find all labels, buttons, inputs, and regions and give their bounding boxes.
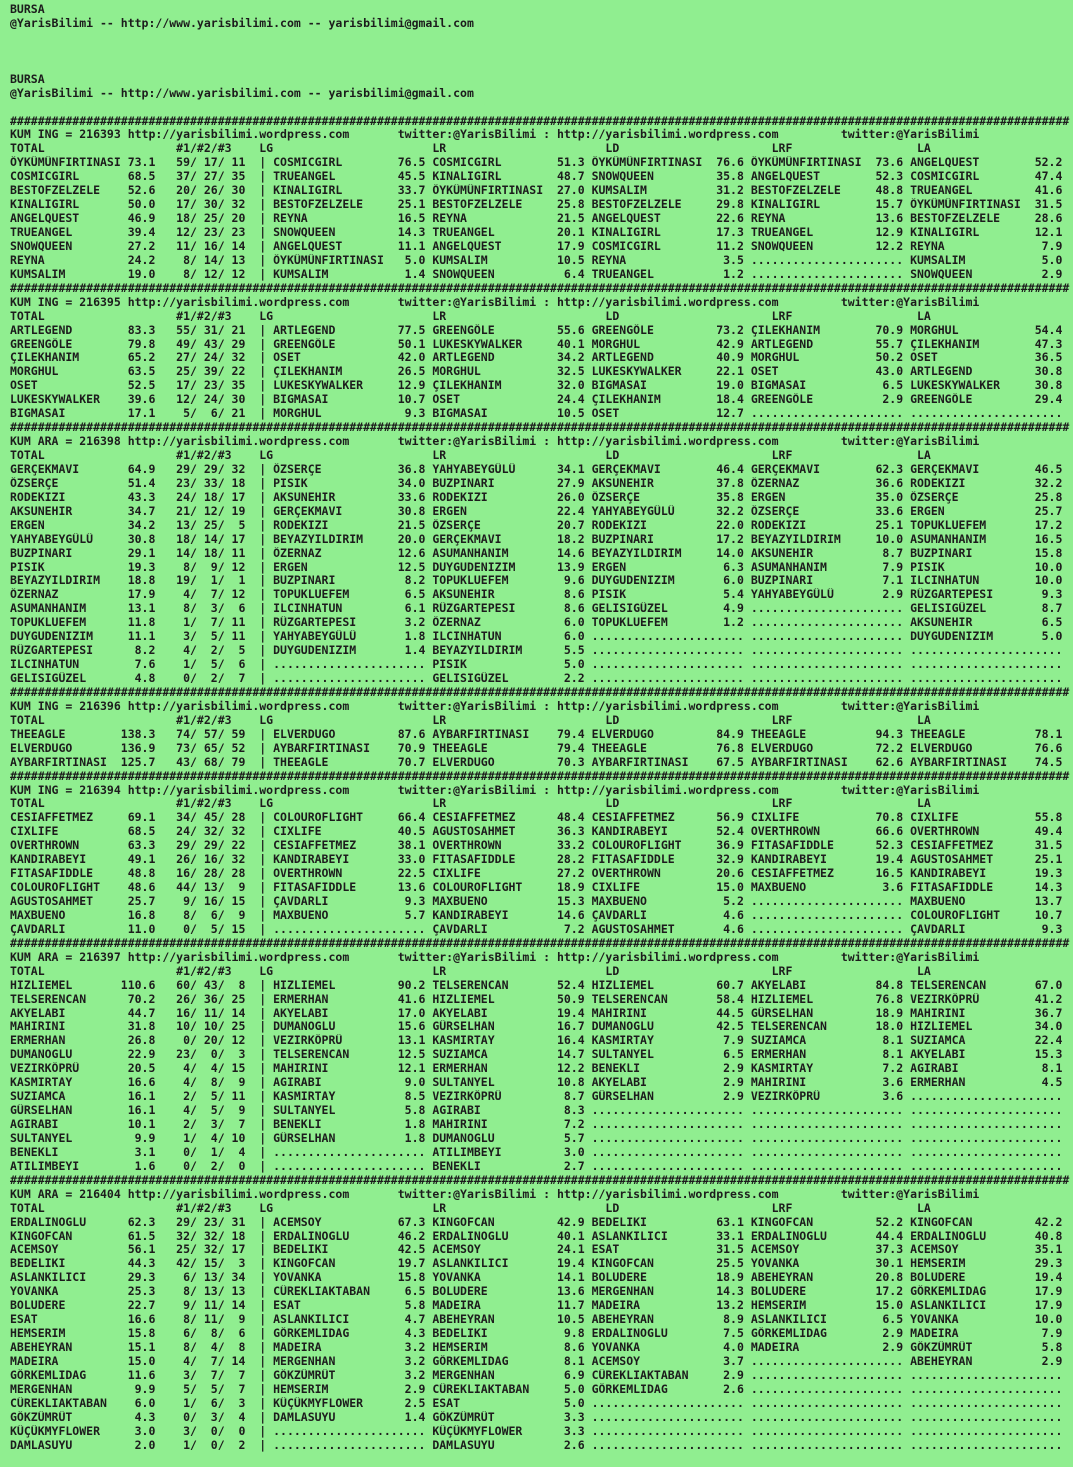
horse-row: ERMERHAN 26.8 0/ 20/ 12 | VEZIRKÖPRÜ 13.1 KASMIRTAY 16.4 KASMIRTAY 7.9 SUZIAMCA 8.1 SUZIAMCA 22.4 [10, 1034, 1070, 1048]
horse-row: OSET 52.5 17/ 23/ 35 | LUKESKYWALKER 12.9 ÇILEKHANIM 32.0 BIGMASAI 19.0 BIGMASAI 6.5 LUKESKYWALKER 30.8 [10, 379, 1070, 393]
separator-line: ######################################################################################################################################################### [10, 114, 1070, 128]
horse-row: MERGENHAN 9.9 5/ 5/ 7 | HEMSERIM 2.9 CÜREKLIAKTABAN 5.0 GÖRKEMLIDAG 2.6 ...................... ...................... [10, 1382, 1070, 1396]
horse-row: BEYAZYILDIRIM 18.8 19/ 1/ 1 | BUZPINARI 8.2 TOPUKLUEFEM 9.6 DUYGUDENIZIM 6.0 BUZPINARI 7.1 ILCINHATUN 10.0 [10, 574, 1070, 588]
blank-line [10, 59, 1073, 73]
horse-row: AYBARFIRTINASI 125.7 43/ 68/ 79 | THEEAGLE 70.7 ELVERDUGO 70.3 AYBARFIRTINASI 67.5 AYBARFIRTINASI 62.6 AYBARFIRTINASI 74.5 [10, 755, 1070, 769]
horse-row: ELVERDUGO 136.9 73/ 65/ 52 | AYBARFIRTINASI 70.9 THEEAGLE 79.4 THEEAGLE 76.8 ELVERDUGO 72.2 ELVERDUGO 76.6 [10, 741, 1070, 755]
horse-row: GREENGÖLE 79.8 49/ 43/ 29 | GREENGÖLE 50.1 LUKESKYWALKER 40.1 MORGHUL 42.9 ARTLEGEND 55.7 ÇILEKHANIM 47.3 [10, 337, 1070, 351]
horse-row: AKYELABI 44.7 16/ 11/ 14 | AKYELABI 17.0 AKYELABI 19.4 MAHIRINI 44.5 GÜRSELHAN 18.9 MAHIRINI 36.7 [10, 1006, 1070, 1020]
horse-row: ÇILEKHANIM 65.2 27/ 24/ 32 | OSET 42.0 ARTLEGEND 34.2 ARTLEGEND 40.9 MORGHUL 50.2 OSET 36.5 [10, 351, 1070, 365]
horse-row: KUMSALIM 19.0 8/ 12/ 12 | KUMSALIM 1.4 SNOWQUEEN 6.4 TRUEANGEL 1.2 ...................... SNOWQUEEN 2.9 [10, 267, 1070, 281]
separator-line: ######################################################################################################################################################### [10, 1173, 1070, 1187]
horse-row: DUMANOGLU 22.9 23/ 0/ 3 | TELSERENCAN 12.5 SUZIAMCA 14.7 SULTANYEL 6.5 ERMERHAN 8.1 AKYELABI 15.3 [10, 1048, 1070, 1062]
horse-row: ARTLEGEND 83.3 55/ 31/ 21 | ARTLEGEND 77.5 GREENGÖLE 55.6 GREENGÖLE 73.2 ÇILEKHANIM 70.9 MORGHUL 54.4 [10, 323, 1070, 337]
column-header: TOTAL #1/#2/#3 LG LR LD LRF LA [10, 449, 931, 462]
horse-row: BESTOFZELZELE 52.6 20/ 26/ 30 | KINALIGIRL 33.7 ÖYKÜMÜNFIRTINASI 27.0 KUMSALIM 31.2 BESTOFZELZELE 48.8 TRUEANGEL 41.6 [10, 184, 1070, 198]
horse-row: COLOUROFLIGHT 48.6 44/ 13/ 9 | FITASAFIDDLE 13.6 COLOUROFLIGHT 18.9 CIXLIFE 15.0 MAXBUENO 3.6 FITASAFIDDLE 14.3 [10, 881, 1070, 895]
horse-row: CÜREKLIAKTABAN 6.0 1/ 6/ 3 | KÜÇÜKMYFLOWER 2.5 ESAT 5.0 ...................... ...................... ...................... [10, 1396, 1070, 1410]
banner-block-1 [10, 3, 1073, 73]
section-title: KUM ING = 216395 http://yarisbilimi.wordpress.com twitter:@YarisBilimi : http://yarisbilimi.wordpress.com twitter:@YarisBilimi [10, 295, 980, 309]
horse-row: KASMIRTAY 16.6 4/ 8/ 9 | AGIRABI 9.0 SULTANYEL 10.8 AKYELABI 2.9 MAHIRINI 3.6 ERMERHAN 4.5 [10, 1076, 1070, 1090]
horse-row: HEMSERIM 15.8 6/ 8/ 6 | GÖRKEMLIDAG 4.3 BEDELIKI 9.8 ERDALINOGLU 7.5 GÖRKEMLIDAG 2.9 MADEIRA 7.9 [10, 1327, 1070, 1341]
section-title: KUM ARA = 216404 http://yarisbilimi.wordpress.com twitter:@YarisBilimi : http://yarisbilimi.wordpress.com twitter:@YarisBilimi [10, 1187, 980, 1201]
horse-row: YOVANKA 25.3 8/ 13/ 13 | CÜREKLIAKTABAN 6.5 BOLUDERE 13.6 MERGENHAN 14.3 BOLUDERE 17.2 GÖRKEMLIDAG 17.9 [10, 1285, 1070, 1299]
horse-row: ESAT 16.6 8/ 11/ 9 | ASLANKILICI 4.7 ABEHEYRAN 10.5 ABEHEYRAN 8.9 ASLANKILICI 6.5 YOVANKA 10.0 [10, 1313, 1070, 1327]
horse-row: ABEHEYRAN 15.1 8/ 4/ 8 | MADEIRA 3.2 HEMSERIM 8.6 YOVANKA 4.0 MADEIRA 2.9 GÖKZÜMRÜT 5.8 [10, 1341, 1070, 1354]
column-header: TOTAL #1/#2/#3 LG LR LD LRF LA [10, 713, 931, 727]
horse-row: AKSUNEHIR 34.7 21/ 12/ 19 | GERÇEKMAVI 30.8 ERGEN 22.4 YAHYABEYGÜLÜ 32.2 ÖZSERÇE 33.6 ERGEN 25.7 [10, 504, 1070, 518]
horse-row: COSMICGIRL 68.5 37/ 27/ 35 | TRUEANGEL 45.5 KINALIGIRL 48.7 SNOWQUEEN 35.8 ANGELQUEST 52.3 COSMICGIRL 47.4 [10, 170, 1070, 184]
horse-row: ANGELQUEST 46.9 18/ 25/ 20 | REYNA 16.5 REYNA 21.5 ANGELQUEST 22.6 REYNA 13.6 BESTOFZELZELE 28.6 [10, 212, 1070, 226]
banner-block-2 [10, 73, 1073, 115]
separator-line: ######################################################################################################################################################### [10, 281, 1070, 295]
horse-row: BOLUDERE 22.7 9/ 11/ 14 | ESAT 5.8 MADEIRA 11.7 MADEIRA 13.2 HEMSERIM 15.0 ASLANKILICI 17.9 [10, 1299, 1070, 1313]
horse-row: SULTANYEL 9.9 1/ 4/ 10 | GÜRSELHAN 1.8 DUMANOGLU 5.7 ...................... ...................... ...................... [10, 1131, 1070, 1145]
horse-row: CESIAFFETMEZ 69.1 34/ 45/ 28 | COLOUROFLIGHT 66.4 CESIAFFETMEZ 48.4 CESIAFFETMEZ 56.9 CIXLIFE 70.8 CIXLIFE 55.8 [10, 811, 1070, 825]
horse-row: GELISIGÜZEL 4.8 0/ 2/ 7 | ...................... GELISIGÜZEL 2.2 ...................... ...................... ...................... [10, 672, 1070, 685]
banner-city: BURSA [10, 72, 45, 86]
section-title: KUM ING = 216396 http://yarisbilimi.wordpress.com twitter:@YarisBilimi : http://yarisbilimi.wordpress.com twitter:@YarisBilimi [10, 699, 980, 713]
horse-row: KINALIGIRL 50.0 17/ 30/ 32 | BESTOFZELZELE 25.1 BESTOFZELZELE 25.8 BESTOFZELZELE 29.8 KINALIGIRL 15.7 ÖYKÜMÜNFIRTINASI 31.5 [10, 198, 1070, 212]
horse-row: BUZPINARI 29.1 14/ 18/ 11 | ÖZERNAZ 12.6 ASUMANHANIM 14.6 BEYAZYILDIRIM 14.0 AKSUNEHIR 8.7 BUZPINARI 15.8 [10, 546, 1070, 560]
horse-row: AGUSTOSAHMET 25.7 9/ 16/ 15 | ÇAVDARLI 9.3 MAXBUENO 15.3 MAXBUENO 5.2 ...................... MAXBUENO 13.7 [10, 895, 1070, 908]
horse-row: HIZLIEMEL 110.6 60/ 43/ 8 | HIZLIEMEL 90.2 TELSERENCAN 52.4 HIZLIEMEL 60.7 AKYELABI 84.8 TELSERENCAN 67.0 [10, 978, 1070, 992]
separator-line: ######################################################################################################################################################### [10, 769, 1070, 783]
horse-row: BEDELIKI 44.3 42/ 15/ 3 | KINGOFCAN 19.7 ASLANKILICI 19.4 KINGOFCAN 25.5 YOVANKA 30.1 HEMSERIM 29.3 [10, 1257, 1070, 1271]
banner-contact: @YarisBilimi -- http://www.yarisbilimi.com -- yarisbilimi@gmail.com [10, 86, 474, 100]
horse-row: KÜÇÜKMYFLOWER 3.0 3/ 0/ 0 | ...................... KÜÇÜKMYFLOWER 3.3 ...................... ...................... ...................... [10, 1424, 1070, 1438]
horse-row: ATILIMBEYI 1.6 0/ 2/ 0 | ...................... BENEKLI 2.7 ...................... ...................... ...................... [10, 1159, 1070, 1173]
horse-row: KINGOFCAN 61.5 32/ 32/ 18 | ERDALINOGLU 46.2 ERDALINOGLU 40.1 ASLANKILICI 33.1 ERDALINOGLU 44.4 ERDALINOGLU 40.8 [10, 1229, 1070, 1243]
horse-row: SUZIAMCA 16.1 2/ 5/ 11 | KASMIRTAY 8.5 VEZIRKÖPRÜ 8.7 GÜRSELHAN 2.9 VEZIRKÖPRÜ 3.6 ...................... [10, 1090, 1070, 1104]
horse-row: BIGMASAI 17.1 5/ 6/ 21 | MORGHUL 9.3 BIGMASAI 10.5 OSET 12.7 ...................... ...................... [10, 407, 1070, 421]
section-title: KUM ARA = 216398 http://yarisbilimi.wordpress.com twitter:@YarisBilimi : http://yarisbilimi.wordpress.com twitter:@YarisBilimi [10, 435, 980, 449]
horse-row: ÇAVDARLI 11.0 0/ 5/ 15 | ...................... ÇAVDARLI 7.2 AGUSTOSAHMET 4.6 ...................... ÇAVDARLI 9.3 [10, 922, 1070, 936]
horse-row: ASLANKILICI 29.3 6/ 13/ 34 | YOVANKA 15.8 YOVANKA 14.1 BOLUDERE 18.9 ABEHEYRAN 20.8 BOLUDERE 19.4 [10, 1271, 1070, 1285]
column-header: TOTAL #1/#2/#3 LG LR LD LRF LA [10, 964, 931, 978]
section-title: KUM ING = 216394 http://yarisbilimi.wordpress.com twitter:@YarisBilimi : http://yarisbilimi.wordpress.com twitter:@YarisBilimi [10, 783, 980, 797]
horse-row: KANDIRABEYI 49.1 26/ 16/ 32 | KANDIRABEYI 33.0 FITASAFIDDLE 28.2 FITASAFIDDLE 32.9 KANDIRABEYI 19.4 AGUSTOSAHMET 25.1 [10, 853, 1070, 867]
horse-row: ERDALINOGLU 62.3 29/ 23/ 31 | ACEMSOY 67.3 KINGOFCAN 42.9 BEDELIKI 63.1 KINGOFCAN 52.2 KINGOFCAN 42.2 [10, 1215, 1070, 1229]
horse-row: ILCINHATUN 7.6 1/ 5/ 6 | ...................... PISIK 5.0 ...................... ...................... ...................... [10, 658, 1070, 672]
horse-row: GÜRSELHAN 16.1 4/ 5/ 9 | SULTANYEL 5.8 AGIRABI 8.3 ...................... ...................... ...................... [10, 1104, 1070, 1118]
horse-row: MORGHUL 63.5 25/ 39/ 22 | ÇILEKHANIM 26.5 MORGHUL 32.5 LUKESKYWALKER 22.1 OSET 43.0 ARTLEGEND 30.8 [10, 365, 1070, 379]
separator-line: ######################################################################################################################################################### [10, 685, 1070, 699]
column-header: TOTAL #1/#2/#3 LG LR LD LRF LA [10, 142, 931, 156]
horse-row: THEEAGLE 138.3 74/ 57/ 59 | ELVERDUGO 87.6 AYBARFIRTINASI 79.4 ELVERDUGO 84.9 THEEAGLE 94.3 THEEAGLE 78.1 [10, 727, 1070, 741]
horse-row: BENEKLI 3.1 0/ 1/ 4 | ...................... ATILIMBEYI 3.0 ...................... ...................... ...................... [10, 1145, 1070, 1159]
horse-row: ÖYKÜMÜNFIRTINASI 73.1 59/ 17/ 11 | COSMICGIRL 76.5 COSMICGIRL 51.3 ÖYKÜMÜNFIRTINASI 76.6 ÖYKÜMÜNFIRTINASI 73.6 ANGELQUEST 52.2 [10, 156, 1070, 170]
horse-row: REYNA 24.2 8/ 14/ 13 | ÖYKÜMÜNFIRTINASI 5.0 KUMSALIM 10.5 REYNA 3.5 ...................... KUMSALIM 5.0 [10, 253, 1070, 267]
banner-city: BURSA [10, 3, 45, 16]
horse-row: GÖKZÜMRÜT 4.3 0/ 3/ 4 | DAMLASUYU 1.4 GÖKZÜMRÜT 3.3 ...................... ...................... ...................... [10, 1410, 1070, 1424]
section-title: KUM ARA = 216397 http://yarisbilimi.wordpress.com twitter:@YarisBilimi : http://yarisbilimi.wordpress.com twitter:@YarisBilimi [10, 950, 980, 964]
horse-row: ÖZSERÇE 51.4 23/ 33/ 18 | PISIK 34.0 BUZPINARI 27.9 AKSUNEHIR 37.8 ÖZERNAZ 36.6 RODEKIZI 32.2 [10, 476, 1070, 490]
race-report [10, 115, 1073, 1453]
horse-row: CIXLIFE 68.5 24/ 32/ 32 | CIXLIFE 40.5 AGUSTOSAHMET 36.3 KANDIRABEYI 52.4 OVERTHROWN 66.6 OVERTHROWN 49.4 [10, 825, 1070, 839]
horse-row: YAHYABEYGÜLÜ 30.8 18/ 14/ 17 | BEYAZYILDIRIM 20.0 GERÇEKMAVI 18.2 BUZPINARI 17.2 BEYAZYILDIRIM 10.0 ASUMANHANIM 16.5 [10, 532, 1070, 546]
separator-line: ######################################################################################################################################################### [10, 421, 1070, 435]
horse-row: SNOWQUEEN 27.2 11/ 16/ 14 | ANGELQUEST 11.1 ANGELQUEST 17.9 COSMICGIRL 11.2 SNOWQUEEN 12.2 REYNA 7.9 [10, 239, 1070, 253]
horse-row: TOPUKLUEFEM 11.8 1/ 7/ 11 | RÜZGARTEPESI 3.2 ÖZERNAZ 6.0 TOPUKLUEFEM 1.2 ...................... AKSUNEHIR 6.5 [10, 616, 1070, 630]
section-title: KUM ING = 216393 http://yarisbilimi.wordpress.com twitter:@YarisBilimi : http://yarisbilimi.wordpress.com twitter:@YarisBilimi [10, 128, 980, 142]
horse-row: DUYGUDENIZIM 11.1 3/ 5/ 11 | YAHYABEYGÜLÜ 1.8 ILCINHATUN 6.0 ...................... ...................... DUYGUDENIZIM 5.0 [10, 630, 1070, 644]
horse-row: VEZIRKÖPRÜ 20.5 4/ 4/ 15 | MAHIRINI 12.1 ERMERHAN 12.2 BENEKLI 2.9 KASMIRTAY 7.2 AGIRABI 8.1 [10, 1062, 1070, 1076]
horse-row: RÜZGARTEPESI 8.2 4/ 2/ 5 | DUYGUDENIZIM 1.4 BEYAZYILDIRIM 5.5 ...................... ...................... ...................... [10, 644, 1070, 658]
column-header: TOTAL #1/#2/#3 LG LR LD LRF LA [10, 797, 931, 811]
horse-row: ÖZERNAZ 17.9 4/ 7/ 12 | TOPUKLUEFEM 6.5 AKSUNEHIR 8.6 PISIK 5.4 YAHYABEYGÜLÜ 2.9 RÜZGARTEPESI 9.3 [10, 588, 1070, 602]
blank-line [10, 45, 1073, 59]
horse-row: TELSERENCAN 70.2 26/ 36/ 25 | ERMERHAN 41.6 HIZLIEMEL 50.9 TELSERENCAN 58.4 HIZLIEMEL 76.8 VEZIRKÖPRÜ 41.2 [10, 992, 1070, 1006]
horse-row: LUKESKYWALKER 39.6 12/ 24/ 30 | BIGMASAI 10.7 OSET 24.4 ÇILEKHANIM 18.4 GREENGÖLE 2.9 GREENGÖLE 29.4 [10, 393, 1070, 407]
blank-line [10, 101, 1073, 115]
horse-row: ASUMANHANIM 13.1 8/ 3/ 6 | ILCINHATUN 6.1 RÜZGARTEPESI 8.6 GELISIGÜZEL 4.9 ...................... GELISIGÜZEL 8.7 [10, 602, 1070, 616]
horse-row: PISIK 19.3 8/ 9/ 12 | ERGEN 12.5 DUYGUDENIZIM 13.9 ERGEN 6.3 ASUMANHANIM 7.9 PISIK 10.0 [10, 560, 1070, 574]
horse-row: MAXBUENO 16.8 8/ 6/ 9 | MAXBUENO 5.7 KANDIRABEYI 14.6 ÇAVDARLI 4.6 ...................... COLOUROFLIGHT 10.7 [10, 908, 1070, 922]
horse-row: GERÇEKMAVI 64.9 29/ 29/ 32 | ÖZSERÇE 36.8 YAHYABEYGÜLÜ 34.1 GERÇEKMAVI 46.4 GERÇEKMAVI 62.3 GERÇEKMAVI 46.5 [10, 462, 1070, 476]
horse-row: ERGEN 34.2 13/ 25/ 5 | RODEKIZI 21.5 ÖZSERÇE 20.7 RODEKIZI 22.0 RODEKIZI 25.1 TOPUKLUEFEM 17.2 [10, 518, 1070, 532]
horse-row: TRUEANGEL 39.4 12/ 23/ 23 | SNOWQUEEN 14.3 TRUEANGEL 20.1 KINALIGIRL 17.3 TRUEANGEL 12.9 KINALIGIRL 12.1 [10, 226, 1070, 239]
horse-row: AGIRABI 10.1 2/ 3/ 7 | BENEKLI 1.8 MAHIRINI 7.2 ...................... ...................... ...................... [10, 1118, 1070, 1131]
horse-row: GÖRKEMLIDAG 11.6 3/ 7/ 7 | GÖKZÜMRÜT 3.2 MERGENHAN 6.9 CÜREKLIAKTABAN 2.9 ...................... ...................... [10, 1368, 1070, 1382]
horse-row: DAMLASUYU 2.0 1/ 0/ 2 | ...................... DAMLASUYU 2.6 ...................... ...................... ...................... [10, 1438, 1070, 1452]
horse-row: FITASAFIDDLE 48.8 16/ 28/ 28 | OVERTHROWN 22.5 CIXLIFE 27.2 OVERTHROWN 20.6 CESIAFFETMEZ 16.5 KANDIRABEYI 19.3 [10, 867, 1070, 881]
horse-row: MAHIRINI 31.8 10/ 10/ 25 | DUMANOGLU 15.6 GÜRSELHAN 16.7 DUMANOGLU 42.5 TELSERENCAN 18.0 HIZLIEMEL 34.0 [10, 1020, 1070, 1034]
banner-contact: @YarisBilimi -- http://www.yarisbilimi.com -- yarisbilimi@gmail.com [10, 16, 474, 30]
horse-row: OVERTHROWN 63.3 29/ 29/ 22 | CESIAFFETMEZ 38.1 OVERTHROWN 33.2 COLOUROFLIGHT 36.9 FITASAFIDDLE 52.3 CESIAFFETMEZ 31.5 [10, 839, 1070, 853]
column-header: TOTAL #1/#2/#3 LG LR LD LRF LA [10, 1201, 931, 1215]
horse-row: RODEKIZI 43.3 24/ 18/ 17 | AKSUNEHIR 33.6 RODEKIZI 26.0 ÖZSERÇE 35.8 ERGEN 35.0 ÖZSERÇE 25.8 [10, 490, 1070, 504]
horse-row: ACEMSOY 56.1 25/ 32/ 17 | BEDELIKI 42.5 ACEMSOY 24.1 ESAT 31.5 ACEMSOY 37.3 ACEMSOY 35.1 [10, 1243, 1070, 1257]
horse-row: MADEIRA 15.0 4/ 7/ 14 | MERGENHAN 3.2 GÖRKEMLIDAG 8.1 ACEMSOY 3.7 ...................... ABEHEYRAN 2.9 [10, 1354, 1070, 1368]
separator-line: ######################################################################################################################################################### [10, 936, 1070, 950]
blank-line [10, 31, 1073, 45]
column-header: TOTAL #1/#2/#3 LG LR LD LRF LA [10, 309, 931, 323]
